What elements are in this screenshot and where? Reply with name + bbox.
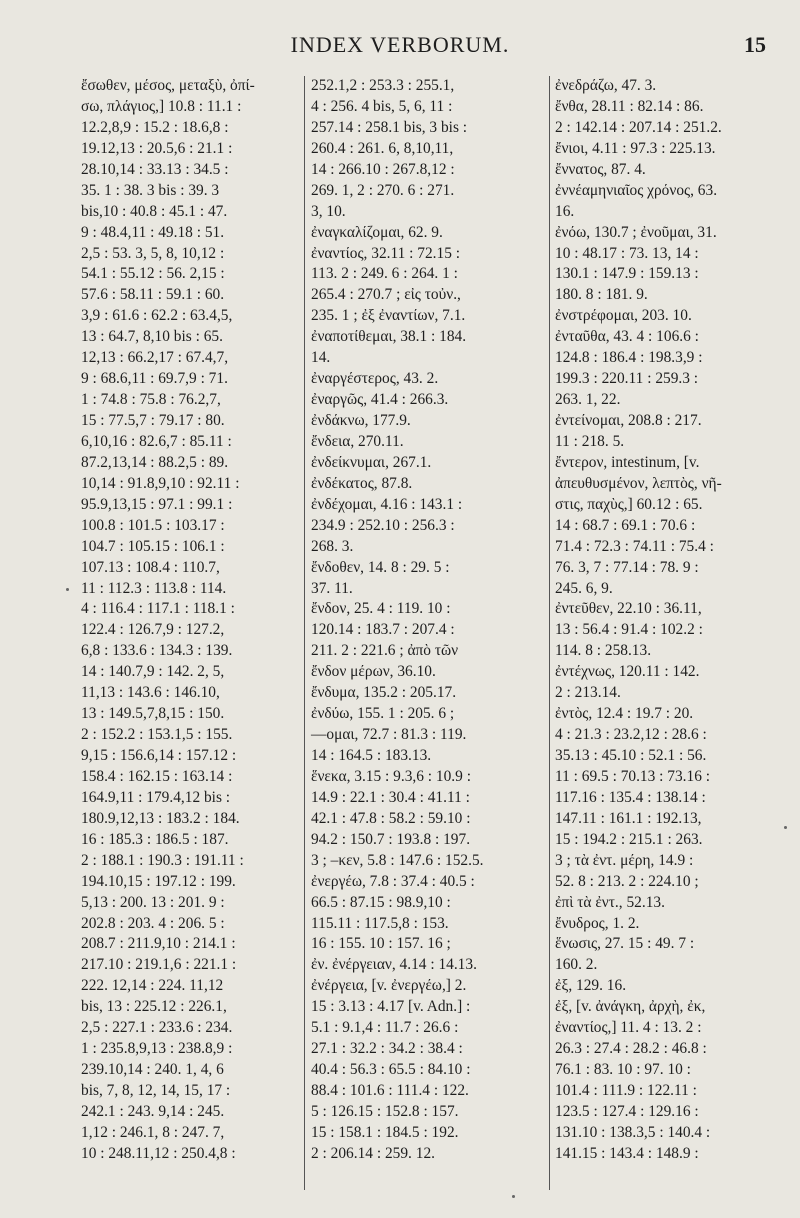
index-line: ἔσωθεν, μέσος, μεταξὺ, ὀπί- xyxy=(81,77,255,94)
index-line: ἐναντίος, 32.11 : 72.15 : xyxy=(311,244,461,262)
index-line: 123.5 : 127.4 : 129.16 : xyxy=(555,1102,699,1120)
index-line: 130.1 : 147.9 : 159.13 : xyxy=(555,265,699,283)
index-line: ἐνδύω, 155. 1 : 205. 6 ; xyxy=(311,705,455,723)
index-line: 1,12 : 246.1, 8 : 247. 7, xyxy=(81,1123,225,1141)
index-line: 263. 1, 22. xyxy=(555,391,621,409)
index-line: ἐντὸς, 12.4 : 19.7 : 20. xyxy=(555,705,694,723)
index-line: 95.9,13,15 : 97.1 : 99.1 : xyxy=(81,495,233,513)
index-line: σω, πλάγιος,] 10.8 : 11.1 : xyxy=(81,97,242,115)
index-line: 76. 3, 7 : 77.14 : 78. 9 : xyxy=(555,558,699,576)
index-line: 66.5 : 87.15 : 98.9,10 : xyxy=(311,893,451,911)
index-line: 9 : 68.6,11 : 69.7,9 : 71. xyxy=(81,370,228,388)
index-line: 113. 2 : 249. 6 : 264. 1 : xyxy=(311,265,458,283)
index-line: 3 ; –κεν, 5.8 : 147.6 : 152.5. xyxy=(311,851,484,869)
index-line: 27.1 : 32.2 : 34.2 : 38.4 : xyxy=(311,1040,463,1058)
index-line: 35.13 : 45.10 : 52.1 : 56. xyxy=(555,747,707,764)
index-line: ἐνδάκνω, 177.9. xyxy=(311,412,411,429)
page-number: 15 xyxy=(744,32,766,57)
index-line: 11 : 218. 5. xyxy=(555,432,625,450)
index-line: 14 : 68.7 : 69.1 : 70.6 : xyxy=(555,516,696,534)
index-line: 94.2 : 150.7 : 193.8 : 197. xyxy=(311,830,471,848)
index-line: 28.10,14 : 33.13 : 34.5 : xyxy=(81,160,229,178)
index-line: ἔνδεια, 270.11. xyxy=(311,432,404,450)
index-line: 4 : 256. 4 bis, 5, 6, 11 : xyxy=(311,97,453,115)
index-line: 11 : 112.3 : 113.8 : 114. xyxy=(81,579,227,597)
index-line: 104.7 : 105.15 : 106.1 : xyxy=(81,537,225,555)
index-line: 14 : 266.10 : 267.8,12 : xyxy=(311,160,455,178)
index-line: 71.4 : 72.3 : 74.11 : 75.4 : xyxy=(555,537,714,555)
index-line: 260.4 : 261. 6, 8,10,11, xyxy=(311,139,454,157)
index-line: 13 : 64.7, 8,10 bis : 65. xyxy=(81,328,223,346)
index-line: ἔντερον, intestinum, [v. xyxy=(555,453,700,471)
index-line: 5.1 : 9.1,4 : 11.7 : 26.6 : xyxy=(311,1019,459,1037)
index-line: 2 : 152.2 : 153.1,5 : 155. xyxy=(81,726,233,744)
index-line: 124.8 : 186.4 : 198.3,9 : xyxy=(555,349,703,367)
index-line: 211. 2 : 221.6 ; ἀπὸ τῶν xyxy=(311,642,459,660)
index-line: ἐνεδράζω, 47. 3. xyxy=(555,77,657,94)
paper-speck xyxy=(784,826,787,829)
index-line: ἔνιοι, 4.11 : 97.3 : 225.13. xyxy=(555,139,716,157)
index-line: 158.4 : 162.15 : 163.14 : xyxy=(81,767,233,785)
index-line: 269. 1, 2 : 270. 6 : 271. xyxy=(311,181,455,199)
index-line: 160. 2. xyxy=(555,956,598,974)
index-line: ἔνδοθεν, 14. 8 : 29. 5 : xyxy=(311,558,450,576)
index-line: ἐνταῦθα, 43. 4 : 106.6 : xyxy=(555,328,699,346)
index-line: ἐναντίος,] 11. 4 : 13. 2 : xyxy=(555,1019,702,1037)
index-line: ἐντέχνως, 120.11 : 142. xyxy=(555,663,700,681)
index-line: 10 : 48.17 : 73. 13, 14 : xyxy=(555,244,699,262)
index-line: 15 : 194.2 : 215.1 : 263. xyxy=(555,830,703,848)
index-line: 6,10,16 : 82.6,7 : 85.11 : xyxy=(81,432,232,450)
index-line: 14 : 164.5 : 183.13. xyxy=(311,747,432,764)
index-line: ἔνθα, 28.11 : 82.14 : 86. xyxy=(555,97,704,115)
index-line: bis, 7, 8, 12, 14, 15, 17 : xyxy=(81,1082,231,1099)
paper-speck xyxy=(512,1195,515,1198)
index-line: 52. 8 : 213. 2 : 224.10 ; xyxy=(555,872,699,890)
index-line: 37. 11. xyxy=(311,579,353,597)
index-line: 1 : 235.8,9,13 : 238.8,9 : xyxy=(81,1040,233,1058)
running-title: INDEX VERBORUM. xyxy=(290,32,510,57)
index-line: 245. 6, 9. xyxy=(555,579,613,597)
index-line: 16 : 185.3 : 186.5 : 187. xyxy=(81,830,229,848)
index-line: 100.8 : 101.5 : 103.17 : xyxy=(81,516,225,534)
index-line: 76.1 : 83. 10 : 97. 10 : xyxy=(555,1061,691,1079)
index-line: ἐν. ἐνέργειαν, 4.14 : 14.13. xyxy=(311,956,477,974)
index-line: 12,13 : 66.2,17 : 67.4,7, xyxy=(81,349,229,367)
index-line: 54.1 : 55.12 : 56. 2,15 : xyxy=(81,265,225,283)
paper-speck xyxy=(66,588,69,591)
index-line: ἔνυδρος, 1. 2. xyxy=(555,914,640,932)
index-line: ἐναποτίθεμαι, 38.1 : 184. xyxy=(311,328,467,346)
index-line: ἐντείνομαι, 208.8 : 217. xyxy=(555,412,702,429)
index-line: 2 : 213.14. xyxy=(555,684,621,702)
index-line: 35. 1 : 38. 3 bis : 39. 3 xyxy=(81,181,220,199)
index-line: 15 : 158.1 : 184.5 : 192. xyxy=(311,1123,459,1141)
index-line: 2 : 188.1 : 190.3 : 191.11 : xyxy=(81,851,244,869)
index-line: 14 : 140.7,9 : 142. 2, 5, xyxy=(81,663,225,681)
index-line: 114. 8 : 258.13. xyxy=(555,642,652,660)
index-line: 9,15 : 156.6,14 : 157.12 : xyxy=(81,747,237,764)
index-line: 5,13 : 200. 13 : 201. 9 : xyxy=(81,893,225,911)
index-line: ἐναργέστερος, 43. 2. xyxy=(311,370,439,388)
index-line: 3, 10. xyxy=(311,202,346,220)
index-line: ἐνστρέφομαι, 203. 10. xyxy=(555,307,692,325)
index-line: 4 : 21.3 : 23.2,12 : 28.6 : xyxy=(555,726,707,744)
index-line: 42.1 : 47.8 : 58.2 : 59.10 : xyxy=(311,809,471,827)
index-line: 147.11 : 161.1 : 192.13, xyxy=(555,809,702,827)
index-line: στις, παχὺς,] 60.12 : 65. xyxy=(555,495,703,513)
index-line: 2,5 : 53. 3, 5, 8, 10,12 : xyxy=(81,244,225,262)
index-line: 194.10,15 : 197.12 : 199. xyxy=(81,872,236,890)
index-line: 10 : 248.11,12 : 250.4,8 : xyxy=(81,1144,236,1162)
index-line: 16 : 155. 10 : 157. 16 ; xyxy=(311,935,451,953)
index-line: 87.2,13,14 : 88.2,5 : 89. xyxy=(81,453,229,471)
index-line: 13 : 149.5,7,8,15 : 150. xyxy=(81,705,225,723)
column-divider-left xyxy=(304,76,305,1190)
index-line: 11 : 69.5 : 70.13 : 73.16 : xyxy=(555,767,711,785)
index-line: 16. xyxy=(555,202,575,220)
index-line: 235. 1 ; ἐξ ἐναντίων, 7.1. xyxy=(311,307,466,325)
index-line: 257.14 : 258.1 bis, 3 bis : xyxy=(311,118,468,136)
index-line: 11,13 : 143.6 : 146.10, xyxy=(81,684,220,702)
index-line: ἕνεκα, 3.15 : 9.3,6 : 10.9 : xyxy=(311,767,471,785)
index-line: 6,8 : 133.6 : 134.3 : 139. xyxy=(81,642,233,660)
page-header xyxy=(0,32,800,62)
index-line: ἐννέαμηνιαῖος χρόνος, 63. xyxy=(555,181,718,199)
index-line: 15 : 3.13 : 4.17 [v. Adn.] : xyxy=(311,998,471,1016)
index-line: 15 : 77.5,7 : 79.17 : 80. xyxy=(81,412,225,429)
index-line: 2 : 206.14 : 259. 12. xyxy=(311,1144,435,1162)
index-line: 239.10,14 : 240. 1, 4, 6 xyxy=(81,1061,224,1079)
index-line: 120.14 : 183.7 : 207.4 : xyxy=(311,621,455,639)
index-line: 2 : 142.14 : 207.14 : 251.2. xyxy=(555,118,722,136)
index-line: 5 : 126.15 : 152.8 : 157. xyxy=(311,1102,459,1120)
index-line: ἕνωσις, 27. 15 : 49. 7 : xyxy=(555,935,695,953)
index-line: ἐπὶ τὰ ἐντ., 52.13. xyxy=(555,893,665,911)
index-line: ἔνδον, 25. 4 : 119. 10 : xyxy=(311,600,451,618)
index-line: ἔννατος, 87. 4. xyxy=(555,160,646,178)
index-line: 222. 12,14 : 224. 11,12 xyxy=(81,977,224,995)
index-line: ἐναγκαλίζομαι, 62. 9. xyxy=(311,223,443,241)
index-column-right xyxy=(555,76,780,1165)
index-line: 252.1,2 : 253.3 : 255.1, xyxy=(311,77,455,94)
index-line: ἐνδείκνυμαι, 267.1. xyxy=(311,453,432,471)
index-line: 13 : 56.4 : 91.4 : 102.2 : xyxy=(555,621,703,639)
index-line: ἔνδυμα, 135.2 : 205.17. xyxy=(311,684,457,702)
index-line: —ομαι, 72.7 : 81.3 : 119. xyxy=(311,726,467,744)
index-line: 14. xyxy=(311,349,331,367)
index-line: 1 : 74.8 : 75.8 : 76.2,7, xyxy=(81,391,221,409)
index-column-middle xyxy=(311,76,536,1165)
index-line: ἐξ, 129. 16. xyxy=(555,977,627,995)
index-line: 208.7 : 211.9,10 : 214.1 : xyxy=(81,935,236,953)
index-line: 9 : 48.4,11 : 49.18 : 51. xyxy=(81,223,225,241)
index-line: ἐνέργεια, [v. ἐνεργέω,] 2. xyxy=(311,977,467,995)
index-line: ἐνδέχομαι, 4.16 : 143.1 : xyxy=(311,495,463,513)
index-line: 242.1 : 243. 9,14 : 245. xyxy=(81,1102,225,1120)
index-line: ἐξ, [v. ἀνάγκη, ἀρχὴ, ἐκ, xyxy=(555,998,706,1016)
index-line: 3 ; τὰ ἐντ. μέρη, 14.9 : xyxy=(555,851,694,869)
index-line: 2,5 : 227.1 : 233.6 : 234. xyxy=(81,1019,233,1037)
index-line: 268. 3. xyxy=(311,537,354,555)
index-line: 199.3 : 220.11 : 259.3 : xyxy=(555,370,699,388)
index-line: 131.10 : 138.3,5 : 140.4 : xyxy=(555,1123,711,1141)
index-line: 101.4 : 111.9 : 122.11 : xyxy=(555,1082,697,1099)
index-line: 40.4 : 56.3 : 65.5 : 84.10 : xyxy=(311,1061,471,1079)
column-divider-right xyxy=(549,76,550,1190)
index-line: 107.13 : 108.4 : 110.7, xyxy=(81,558,220,576)
index-line: ἐναργῶς, 41.4 : 266.3. xyxy=(311,391,449,409)
index-line: 88.4 : 101.6 : 111.4 : 122. xyxy=(311,1082,469,1099)
index-line: ἔνδον μέρων, 36.10. xyxy=(311,663,436,681)
index-line: 3,9 : 61.6 : 62.2 : 63.4,5, xyxy=(81,307,233,325)
index-line: 234.9 : 252.10 : 256.3 : xyxy=(311,516,455,534)
index-line: 19.12,13 : 20.5,6 : 21.1 : xyxy=(81,139,233,157)
index-line: bis,10 : 40.8 : 45.1 : 47. xyxy=(81,202,228,220)
index-line: 117.16 : 135.4 : 138.14 : xyxy=(555,788,706,806)
index-line: 57.6 : 58.11 : 59.1 : 60. xyxy=(81,286,225,304)
index-line: ἐνόω, 130.7 ; ἐνοῦμαι, 31. xyxy=(555,223,717,241)
index-line: 217.10 : 219.1,6 : 221.1 : xyxy=(81,956,237,974)
index-line: 265.4 : 270.7 ; εἰς τοὐν., xyxy=(311,286,461,304)
index-line: 180.9,12,13 : 183.2 : 184. xyxy=(81,809,240,827)
index-line: 26.3 : 27.4 : 28.2 : 46.8 : xyxy=(555,1040,707,1058)
index-line: 180. 8 : 181. 9. xyxy=(555,286,648,304)
index-line: 122.4 : 126.7,9 : 127.2, xyxy=(81,621,225,639)
index-line: ἐντεῦθεν, 22.10 : 36.11, xyxy=(555,600,702,618)
index-line: 4 : 116.4 : 117.1 : 118.1 : xyxy=(81,600,235,618)
index-line: ἀπευθυσμένον, λεπτὸς, νῆ- xyxy=(555,474,722,492)
index-line: ἐνεργέω, 7.8 : 37.4 : 40.5 : xyxy=(311,872,475,890)
index-column-left xyxy=(81,76,301,1165)
index-line: 164.9,11 : 179.4,12 bis : xyxy=(81,788,231,806)
index-line: ἐνδέκατος, 87.8. xyxy=(311,474,413,492)
index-line: 14.9 : 22.1 : 30.4 : 41.11 : xyxy=(311,788,470,806)
index-line: 202.8 : 203. 4 : 206. 5 : xyxy=(81,914,225,932)
index-line: 12.2,8,9 : 15.2 : 18.6,8 : xyxy=(81,118,229,136)
index-line: 115.11 : 117.5,8 : 153. xyxy=(311,914,449,932)
index-line: bis, 13 : 225.12 : 226.1, xyxy=(81,998,227,1016)
index-line: 141.15 : 143.4 : 148.9 : xyxy=(555,1144,699,1162)
index-line: 10,14 : 91.8,9,10 : 92.11 : xyxy=(81,474,240,492)
